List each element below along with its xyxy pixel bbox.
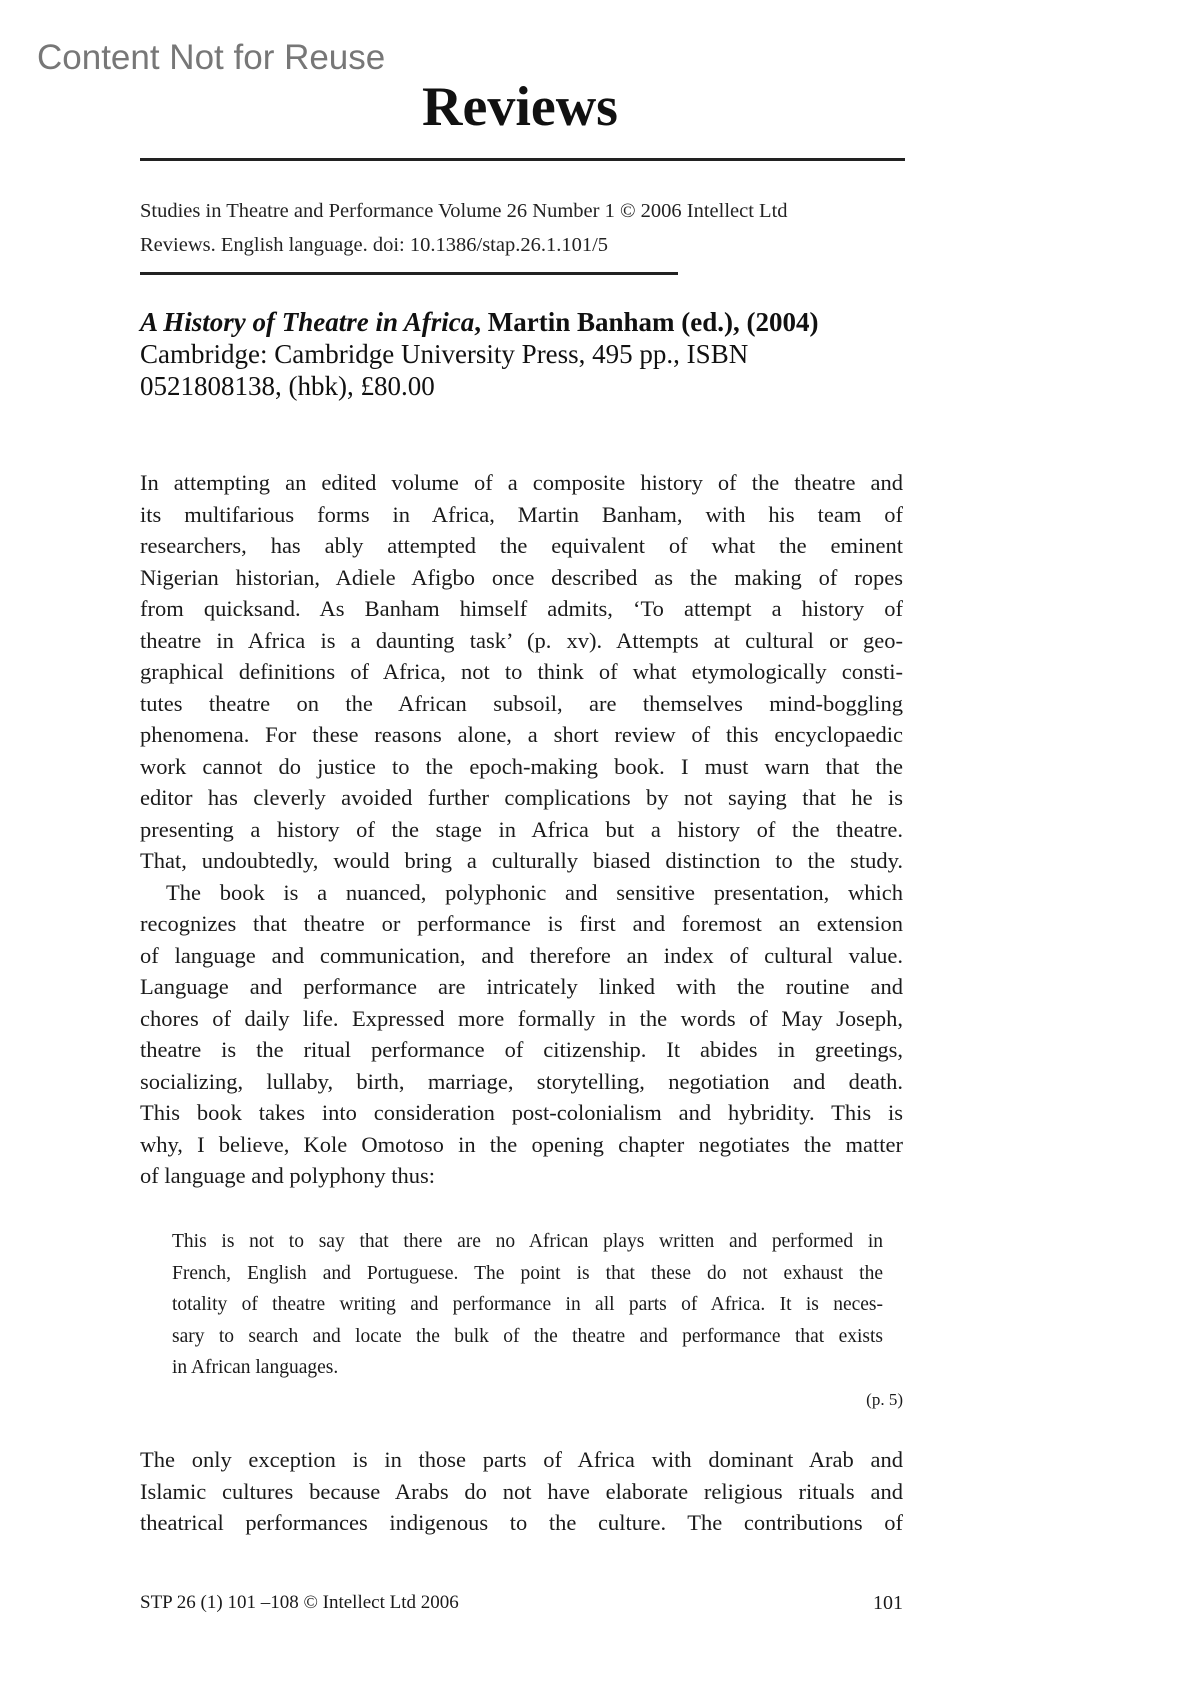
text-line: The only exception is in those parts of Africa with dominant Arab and — [140, 1447, 903, 1472]
text-line: French, English and Portuguese. The point is that these do not exhaust the — [172, 1262, 883, 1284]
text-line: from quicksand. As Banham himself admits, ‘To attempt a history of — [140, 596, 903, 621]
text-line: work cannot do justice to the epoch-making book. I must warn that the — [140, 753, 903, 779]
paragraph — [140, 467, 903, 877]
book-isbn-price: 0521808138, (hbk), £80.00 — [140, 371, 435, 401]
text-line: sary to search and locate the bulk of the theatre and performance that exists — [172, 1325, 883, 1347]
book-title: A History of Theatre in Africa — [140, 307, 475, 337]
text-line: of language and polyphony thus: — [140, 1163, 435, 1188]
text-line: Nigerian historian, Adiele Afigbo once described as the making of ropes — [140, 564, 903, 590]
quote-citation: (p. 5) — [866, 1390, 903, 1409]
text-line: This book takes into consideration post-colonialism and hybridity. This is — [140, 1100, 903, 1125]
text-line: Islamic cultures because Arabs do not have elaborate religious rituals and — [140, 1478, 903, 1504]
doi-line: Reviews. English language. doi: 10.1386/stap.26.1.101/5 — [140, 234, 609, 256]
text-line: editor has cleverly avoided further complications by not saying that he is — [140, 785, 903, 810]
meta-rule — [140, 272, 678, 275]
block-quote — [172, 1226, 883, 1384]
text-line: tutes theatre on the African subsoil, are themselves mind-boggling — [140, 690, 903, 716]
text-line: presenting a history of the stage in Africa but a history of the theatre. — [140, 816, 903, 842]
text-line: theatrical performances indigenous to the culture. The contributions of — [140, 1510, 903, 1535]
text-line: recognizes that theatre or performance is first and foremost an extension — [140, 911, 903, 936]
text-line: its multifarious forms in Africa, Martin Banham, with his team of — [140, 501, 903, 527]
book-publisher: Cambridge: Cambridge University Press, 495 pp., ISBN — [140, 339, 749, 369]
text-line: theatre is the ritual performance of citizenship. It abides in greetings, — [140, 1037, 903, 1062]
text-line: This is not to say that there are no African plays written and performed in — [172, 1231, 883, 1252]
section-title: Reviews — [422, 76, 618, 138]
text-line: That, undoubtedly, would bring a culturally biased distinction to the study. — [140, 848, 903, 873]
text-line: The book is a nuanced, polyphonic and sensitive presentation, which — [166, 879, 903, 905]
journal-citation: Studies in Theatre and Performance Volume 26 Number 1 © 2006 Intellect Ltd — [140, 200, 788, 222]
text-line: theatre in Africa is a daunting task’ (p. xv). Attempts at cultural or geo- — [140, 627, 903, 653]
text-line: researchers, has ably attempted the equivalent of what the eminent — [140, 533, 903, 558]
text-line: phenomena. For these reasons alone, a short review of this encyclopaedic — [140, 722, 903, 747]
review-body — [140, 467, 903, 1192]
page-number: 101 — [873, 1592, 903, 1614]
book-reference — [140, 306, 920, 402]
text-line: chores of daily life. Expressed more formally in the words of May Joseph, — [140, 1005, 903, 1031]
book-editor: , Martin Banham (ed.), (2004) — [474, 307, 819, 337]
footer-citation: STP 26 (1) 101 –108 © Intellect Ltd 2006 — [140, 1592, 459, 1613]
watermark: Content Not for Reuse — [37, 38, 386, 77]
text-line: graphical definitions of Africa, not to think of what etymologically consti- — [140, 659, 903, 684]
text-line: in African languages. — [172, 1357, 339, 1378]
header-rule — [140, 158, 905, 161]
text-line: why, I believe, Kole Omotoso in the opening chapter negotiates the matter — [140, 1131, 903, 1157]
text-line: Language and performance are intricately linked with the routine and — [140, 974, 903, 999]
text-line: socializing, lullaby, birth, marriage, storytelling, negotiation and death. — [140, 1068, 903, 1094]
text-line: In attempting an edited volume of a composite history of the theatre and — [140, 470, 903, 495]
book-title-line — [140, 306, 920, 338]
paragraph — [140, 877, 903, 1192]
text-line: of language and communication, and therefore an index of cultural value. — [140, 942, 903, 968]
review-body-continued — [140, 1444, 903, 1539]
text-line: totality of theatre writing and performance in all parts of Africa. It is neces- — [172, 1294, 883, 1315]
